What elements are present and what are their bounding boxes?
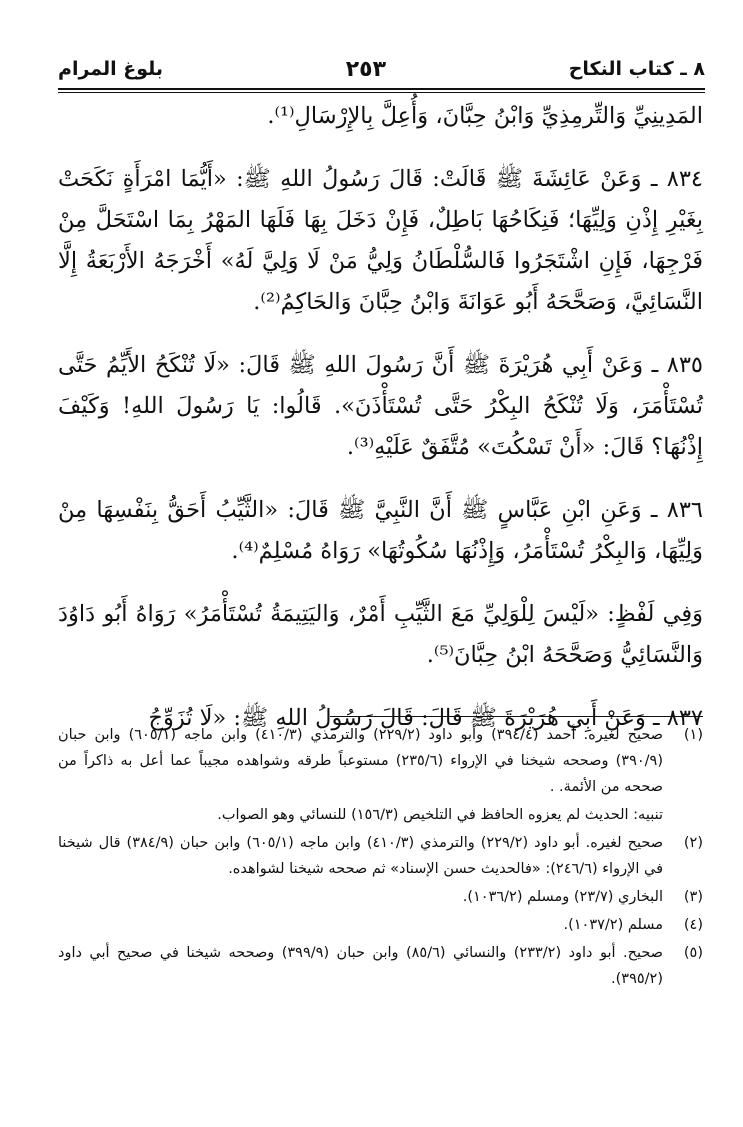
header-rule	[58, 88, 705, 90]
footnote-separator	[330, 716, 703, 717]
hadith-837: ٨٣٧ ـ وَعَنْ أَبِي هُرَيْرَةَ ﷺ قَالَ: قَالَ رَسُولُ اللهِ ﷺ: «لَا تُزَوِّجُ	[148, 705, 703, 731]
footnote-item	[58, 912, 703, 938]
footnote-text: صحيح لغيره. أحمد (٣٩٤/٤) وأبو داود (٢٢٩/٢) والترمذي (٤١٠/٣) وابن ماجه (٦٠٥/١) وابن حبان (٣٩٠/٩) وصححه شيخنا في الإرواء (٢٣٥/٦) مستوعباً طرقه وشواهده مجيباً عما أعل به ذاكراً من صححه من الأئمة. .	[58, 727, 664, 795]
footnote-number: (٥)	[683, 945, 703, 961]
paragraph-continuation: المَدِينِيِّ وَالتِّرمِذِيِّ وَابْنُ حِبَّانَ، وَأُعِلَّ بِالإِرْسَالِ⁽¹⁾.	[267, 103, 703, 129]
footnote-text: صحيح. أبو داود (٢٣٣/٢) والنسائي (٨٥/٦) وابن حبان (٣٩٩/٩) وصححه شيخنا في صحيح أبي داود (٣٩٥/٢).	[58, 945, 663, 987]
footnotes	[58, 722, 703, 994]
footnote-text: صحيح لغيره. أبو داود (٢٢٩/٢) والترمذي (٤١٠/٣) وابن ماجه (٦٠٥/١) وابن حبان (٣٨٤/٩) قال شيخنا في الإرواء (٢٤٦/٦): «فالحديث حسن الإسناد» ثم صححه شيخنا لشواهده.	[58, 835, 664, 877]
footnote-number: (٣)	[683, 889, 703, 905]
page-number: ٢٥٣	[345, 56, 387, 82]
footnote-item	[58, 884, 703, 910]
footnote-remark: تنبيه: الحديث لم يعزوه الحافظ في التلخيص (١٥٦/٣) للنسائي وهو الصواب.	[217, 807, 663, 823]
footnote-text: مسلم (١٠٣٧/٢).	[563, 917, 663, 933]
footnote-number: (٤)	[683, 917, 703, 933]
footnote-number: (١)	[683, 727, 703, 743]
footnote-item	[58, 722, 703, 800]
footnote-item	[58, 940, 703, 992]
hadith-836: ٨٣٦ ـ وَعَنِ ابْنِ عَبَّاسٍ ﷺ أَنَّ النَّبِيَّ ﷺ قَالَ: «الثَّيِّبُ أَحَقُّ بِنَفْسِهَا مِنْ وَلِيِّهَا، وَالبِكْرُ تُسْتَأْمَرُ، وَإِذْنُهَا سُكُوتُهَا» رَوَاهُ مُسْلِمٌ⁽⁴⁾.	[58, 497, 703, 564]
hadith-836-variant: وَفِي لَفْظٍ: «لَيْسَ لِلْوَلِيِّ مَعَ الثَّيِّبِ أَمْرٌ، وَاليَتِيمَةُ تُسْتَأْمَرُ» رَوَاهُ أَبُو دَاوُدَ وَالنَّسَائِيُّ وَصَحَّحَهُ ابْنُ حِبَّانَ⁽⁵⁾.	[58, 601, 703, 668]
hadith-835: ٨٣٥ ـ وَعَنْ أَبِي هُرَيْرَةَ ﷺ أَنَّ رَسُولَ اللهِ ﷺ قَالَ: «لَا تُنْكَحُ الأَيِّمُ حَتَّى تُسْتَأْمَرَ، وَلَا تُنْكَحُ البِكْرُ حَتَّى تُسْتَأْذَنَ». قَالُوا: يَا رَسُولَ اللهِ! وَكَيْفَ إِذْنُهَا؟ قَالَ: «أَنْ تَسْكُتَ» مُتَّفَقٌ عَلَيْهِ⁽³⁾.	[58, 352, 703, 460]
footnote-item	[58, 830, 703, 882]
book-title: بلوغ المرام	[58, 58, 164, 80]
footnote-text: البخاري (٢٣/٧) ومسلم (١٠٣٦/٢).	[462, 889, 663, 905]
page-header	[58, 52, 705, 86]
hadith-834: ٨٣٤ ـ وَعَنْ عَائِشَةَ ﷺ قَالَتْ: قَالَ رَسُولُ اللهِ ﷺ: «أَيُّمَا امْرَأَةٍ نَكَحَتْ بِغَيْرِ إِذْنِ وَلِيِّهَا؛ فَنِكَاحُهَا بَاطِلٌ، فَإِنْ دَخَلَ بِهَا فَلَهَا المَهْرُ بِمَا اسْتَحَلَّ مِنْ فَرْجِهَا، فَإِنِ اشْتَجَرُوا فَالسُّلْطَانُ وَلِيُّ مَنْ لَا وَلِيَّ لَهُ» أَخْرَجَهُ الأَرْبَعَةُ إِلَّا النَّسَائِيَّ، وَصَحَّحَهُ أَبُو عَوَانَةَ وَابْنُ حِبَّانَ وَالحَاكِمُ⁽²⁾.	[58, 166, 703, 315]
main-text	[58, 96, 703, 739]
chapter-title: ٨ ـ كتاب النكاح	[568, 58, 705, 80]
footnote-number: (٢)	[683, 835, 703, 851]
header-rule-thin	[58, 92, 705, 93]
